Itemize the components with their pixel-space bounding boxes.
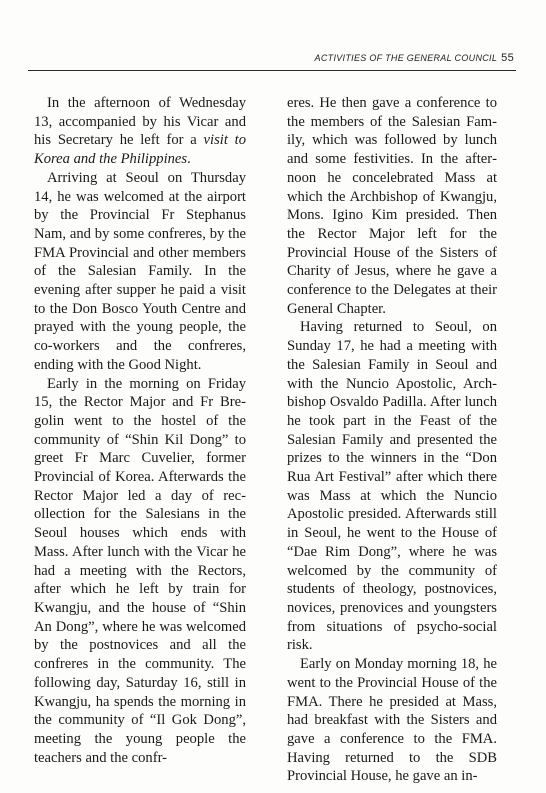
header-rule [28, 70, 516, 71]
paragraph-text: . [187, 151, 191, 168]
paragraph: Having returned to Seoul, on Sunday 17, he had a meeting with the Salesian Family in Seoul and with the Nuncio Apostolic, Archbishop Osvaldo Padilla. After lunch he took part in the Feast of the Salesian Family and presented the prizes to the winners in the “Don Rua Art Festival” after which there was Mass at which the Nuncio Apostolic presided. Afterwards still in Seoul, he went to the House of “Dae Rim Dong”, where he was welcomed by the community of students of theology, postnovices, novices, prenovices and youngsters from situations of psycho-social risk. [287, 319, 497, 654]
paragraph-text: In the afternoon of Wednesday 13, accompanied by his Vicar and his Secretary he left for a [34, 95, 246, 149]
paragraph [34, 94, 246, 169]
left-column [34, 94, 246, 767]
paragraph: Early on Monday morning 18, he went to the Provincial House of the FMA. There he presided at Mass, had breakfast with the Sisters and gave a conference to the FMA. Having returned to the SDB Provincial House, he gave an in- [287, 656, 497, 785]
running-title: ACTIVITIES OF THE GENERAL COUNCIL [314, 53, 498, 63]
right-column [287, 94, 497, 786]
paragraph: Arriving at Seoul on Thursday 14, he was welcomed at the airport by the Provincial Fr Stephanus Nam, and by some confreres, by the FMA Provincial and other members of the Salesian Family. In the evening after supper he paid a visit to the Don Bosco Youth Centre and prayed with the young people, the co-workers and the confreres, ending with the Good Night. [34, 169, 246, 373]
paragraph: eres. He then gave a conference to the members of the Salesian Family, which was followed by lunch and some festivities. In the afternoon he concelebrated Mass at which the Archbishop of Kwangju, Mons. Igino Kim presided. Then the Rector Major left for the Provincial House of the Sisters of Charity of Jesus, where he gave a conference to the Delegates at their General Chapter. [287, 95, 497, 317]
running-header [238, 52, 514, 64]
page-number: 55 [501, 52, 514, 64]
emphasis-text: visit to Korea and the Philippines [34, 132, 247, 168]
paragraph: Early in the morning on Friday 15, the Rector Major and Fr Bregolin went to the hostel of the community of “Shin Kil Dong” to greet Fr Marc Cuvelier, former Provincial of Korea. Afterwards the Rector Major led a day of recollection for the Salesians in the Seoul houses which ends with Mass. After lunch with the Vicar he had a meeting with the Rectors, after which he left by train for Kwangju, and the house of “Shin An Dong”, where he was welcomed by the postnovices and all the confreres in the community. The following day, Saturday 16, still in Kwangju, ha spends the morning in the community of “Il Gok Dong”, meeting the young people the teachers and the confr- [34, 375, 246, 766]
